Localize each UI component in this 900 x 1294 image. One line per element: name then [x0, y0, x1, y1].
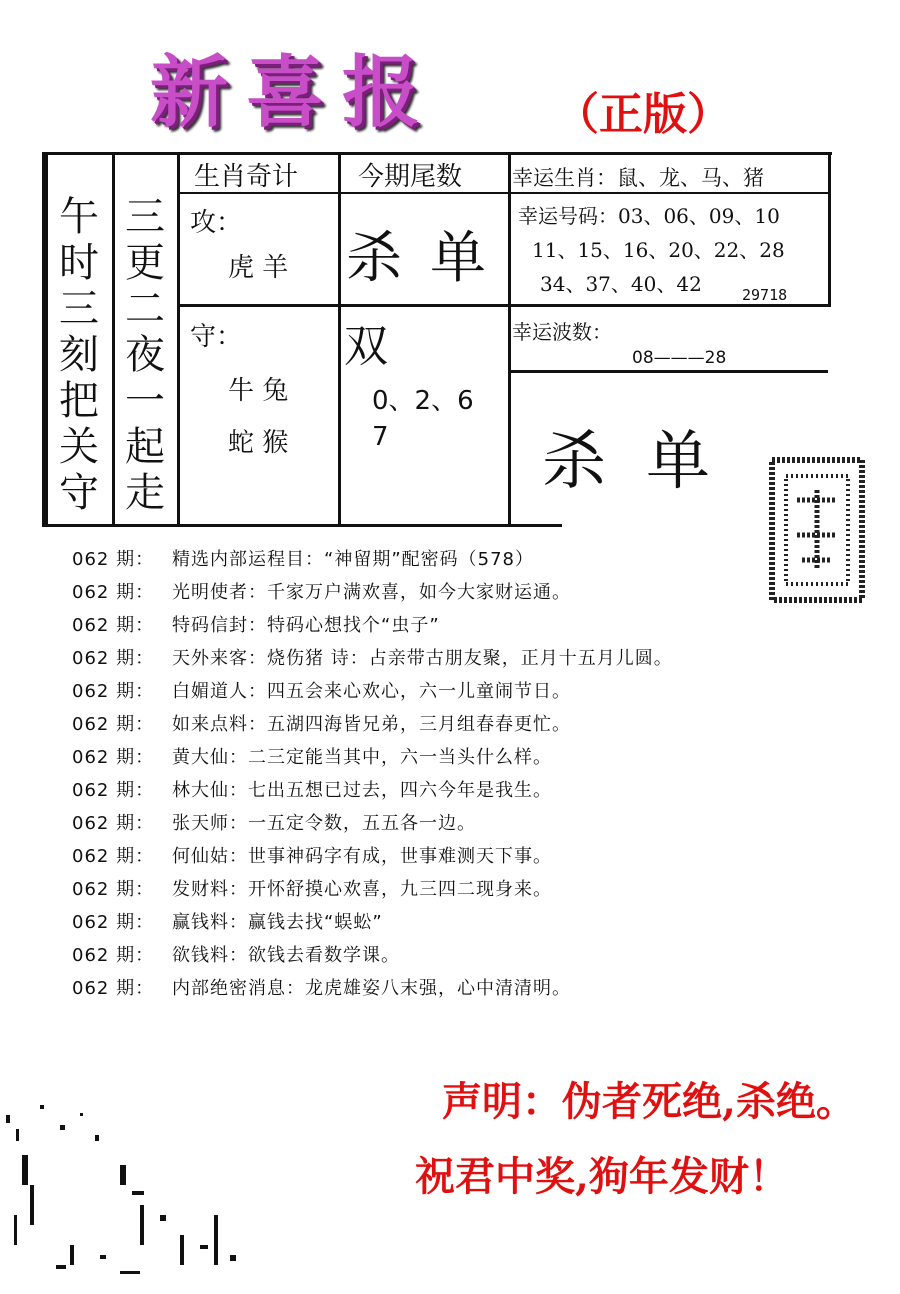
serial-number: 29718	[742, 286, 788, 304]
grid-border-bottom	[42, 524, 562, 527]
grid-divider	[112, 152, 115, 526]
double-label: 双	[344, 321, 388, 372]
noise-decoration	[0, 1095, 260, 1294]
list-item: 062 期： 如来点料：五湖四海皆兄弟，三月组春春更忙。	[72, 714, 571, 735]
grid-divider	[508, 192, 828, 194]
lucky-numbers-line2: 11、15、16、20、22、28	[532, 238, 785, 262]
wish-text: 祝君中奖,狗年发财！	[415, 1153, 789, 1200]
grid-border-top	[42, 152, 832, 155]
list-item: 062 期： 内部绝密消息：龙虎雄姿八末强，心中清清明。	[72, 978, 571, 999]
attack-label: 攻：	[190, 208, 243, 238]
grid-border-right	[828, 152, 831, 307]
list-item: 062 期： 白媚道人：四五会来心欢心，六一儿童闹节日。	[72, 681, 571, 702]
statement-text: 声明：伪者死绝,杀绝。	[442, 1078, 856, 1125]
vertical-phrase-1: 午 时 三 刻 把 关 守	[59, 194, 99, 516]
grid-divider	[177, 304, 828, 307]
list-item: 062 期： 欲钱料：欲钱去看数学课。	[72, 945, 400, 966]
list-item: 062 期： 天外来客：烧伤猪 诗：占亲带古朋友聚，正月十五月儿圆。	[72, 648, 673, 669]
seal-stamp	[752, 450, 872, 610]
lucky-numbers-line3: 34、37、40、42	[540, 272, 702, 296]
list-item: 062 期： 发财料：开怀舒摸心欢喜，九三四二现身来。	[72, 879, 552, 900]
grid-border-left	[42, 152, 48, 526]
vertical-phrase-2: 三 更 二 夜 一 起 走	[125, 194, 165, 516]
list-item: 062 期： 林大仙：七出五想已过去，四六今年是我生。	[72, 780, 552, 801]
tail-numbers-line2: 7	[372, 422, 389, 452]
lucky-numbers-line1: 幸运号码：03、06、09、10	[518, 204, 780, 228]
defend-animals-row1: 牛 兔	[228, 376, 289, 406]
lucky-wave-value: 08———28	[632, 348, 727, 368]
list-item: 062 期： 赢钱料：赢钱去找“蜈蚣”	[72, 912, 383, 933]
header-tail: 今期尾数	[358, 162, 463, 192]
attack-animals: 虎 羊	[228, 253, 289, 283]
grid-divider	[508, 370, 828, 373]
header-lucky-zodiac: 幸运生肖：鼠、龙、马、猪	[512, 166, 764, 190]
grid-divider	[508, 152, 511, 526]
list-item: 062 期： 黄大仙：二三定能当其中，六一当头什么样。	[72, 747, 552, 768]
newspaper-title: 新喜报	[150, 47, 439, 138]
lucky-wave-label: 幸运波数：	[512, 320, 612, 344]
list-item: 062 期： 光明使者：千家万户满欢喜，如今大家财运通。	[72, 582, 571, 603]
list-item: 062 期： 张天师：一五定令数，五五各一边。	[72, 813, 476, 834]
kill-single-big: 杀单	[542, 425, 750, 499]
prediction-grid	[42, 152, 832, 526]
list-item: 062 期： 特码信封：特码心想找个“虫子”	[72, 615, 440, 636]
defend-label: 守：	[190, 322, 243, 352]
list-item: 062 期： 精选内部运程目：“神留期”配密码（578）	[72, 549, 535, 570]
grid-divider	[338, 152, 341, 526]
edition-label: （正版）	[555, 89, 731, 140]
header-zodiac: 生肖奇计	[194, 162, 299, 192]
tail-numbers-line1: 0、2、6	[372, 386, 474, 416]
defend-animals-row2: 蛇 猴	[228, 428, 289, 458]
grid-divider	[177, 152, 180, 526]
list-item: 062 期： 何仙姑：世事神码字有成，世事难测天下事。	[72, 846, 552, 867]
kill-single-tail: 杀单	[346, 226, 514, 291]
